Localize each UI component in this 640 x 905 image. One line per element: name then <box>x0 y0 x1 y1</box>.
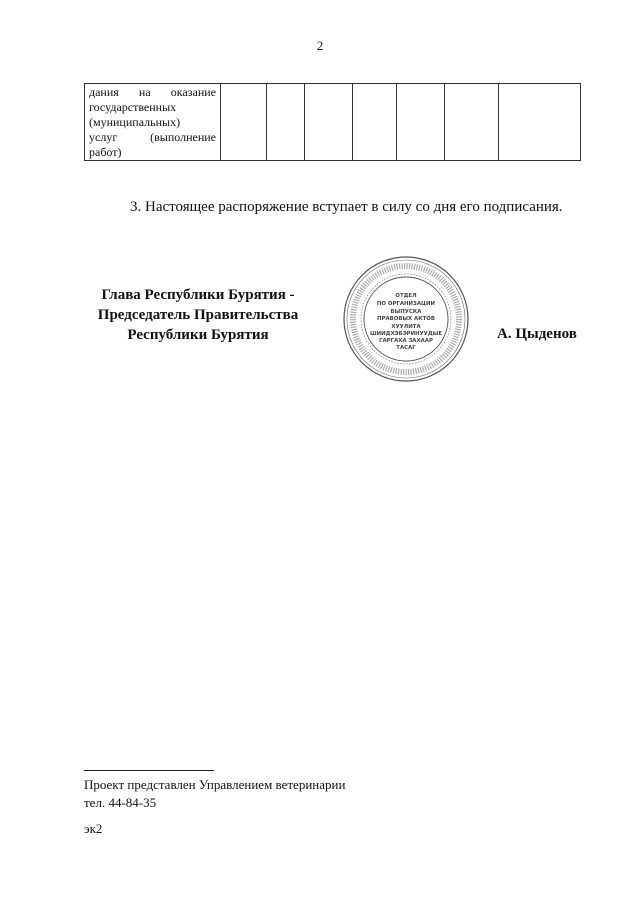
table-cell-empty <box>397 84 445 161</box>
signatory-title-line: Республики Бурятия <box>127 327 269 343</box>
footer-code: эк2 <box>84 821 103 836</box>
table-cell-empty <box>353 84 397 161</box>
table-cell-description <box>85 84 221 161</box>
cell-text-line: услуг (выполнение <box>89 130 216 144</box>
stamp-line: ШИИДХЭБЭРИНУУДЫЕ <box>369 331 443 337</box>
signatory-title <box>84 285 312 345</box>
stamp-line: ВЫПУСКА <box>390 309 422 315</box>
table-cell-empty <box>221 84 267 161</box>
table-cell-empty <box>445 84 499 161</box>
table-cell-empty <box>267 84 305 161</box>
table-row <box>85 84 581 161</box>
footer-note: Проект представлен Управлением ветеринарии <box>84 777 346 792</box>
table-cell-empty <box>499 84 581 161</box>
stamp-line: ХУУЛИТА <box>391 324 421 330</box>
official-seal-stamp <box>342 255 470 383</box>
stamp-line: ПО ОРГАНИЗАЦИИ <box>376 301 436 307</box>
cell-text-line: дания на оказание <box>89 85 216 99</box>
signatory-name: А. Цыденов <box>497 326 577 342</box>
stamp-line: ГАРГАХА ЗАХААР <box>379 338 433 344</box>
table-cell-empty <box>305 84 353 161</box>
footer-divider <box>84 770 214 771</box>
stamp-line: ОТДЕЛ <box>395 293 417 299</box>
signatory-title-line: Глава Республики Бурятия - <box>101 287 295 303</box>
stamp-line: ТАСАГ <box>396 345 416 351</box>
page-number: 2 <box>316 38 324 53</box>
stamp-line: ПРАВОВЫХ АКТОВ <box>377 316 435 322</box>
cell-text-line: государственных <box>89 100 177 114</box>
document-table <box>84 83 581 161</box>
cell-text-line: работ) <box>89 145 122 159</box>
signatory-title-line: Председатель Правительства <box>97 307 299 323</box>
clause-text: 3. Настоящее распоряжение вступает в силу со дня его подписания. <box>130 199 563 215</box>
cell-text-line: (муниципальных) <box>89 115 181 129</box>
footer-phone: тел. 44-84-35 <box>84 795 157 810</box>
